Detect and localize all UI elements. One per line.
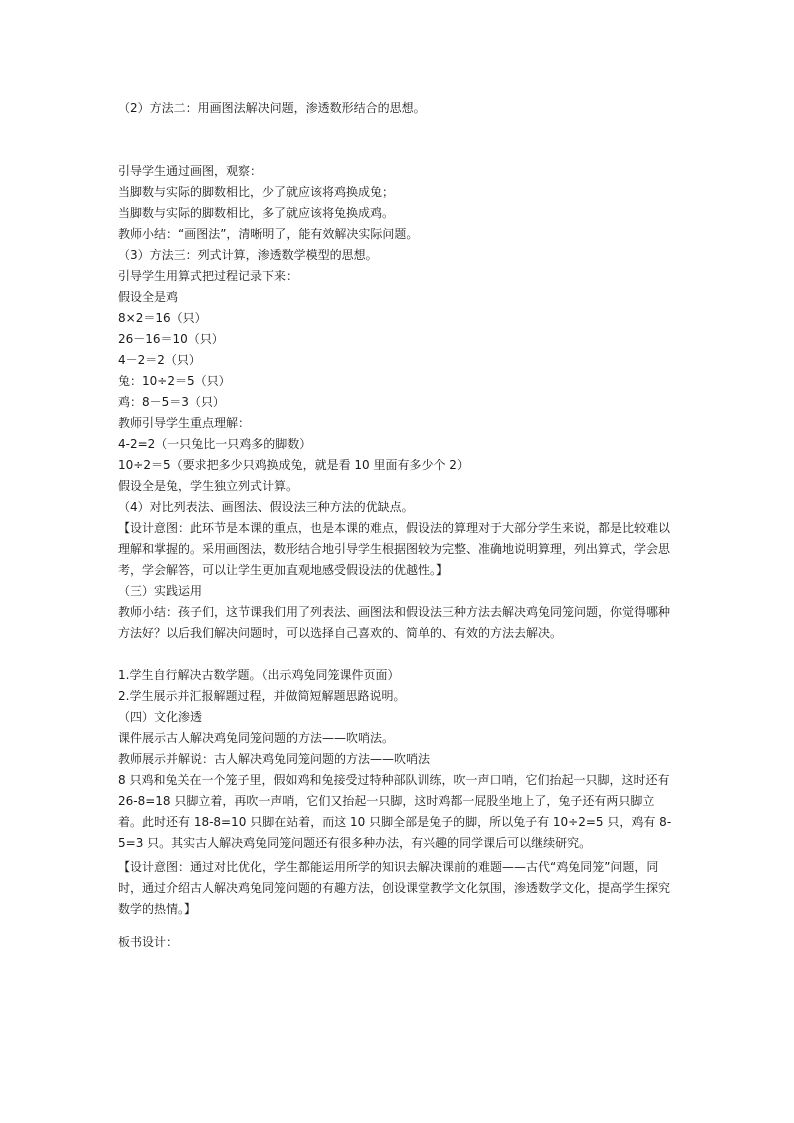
design-intent-paragraph: 【设计意图：此环节是本课的重点，也是本课的难点，假设法的算理对于大部分学生来说，都是比较难以理解和掌握的。采用画图法，数形结合地引导学生根据图较为完整、准确地说明算理，列出算式，学会思考，学会解答，可以让学生更加直观地感受假设法的优越性。】 [118,521,671,577]
section-heading-practice: （三）实践运用 [118,584,203,598]
paragraph-blackboard-design: 板书设计： [118,935,179,949]
paragraph-method-three: （3）方法三：列式计算，渗透数学模型的思想。 [118,248,378,262]
formula-line: 4－2＝2（只） [118,353,201,367]
paragraph-method-two: （2）方法二：用画图法解决问题，渗透数形结合的思想。 [118,101,426,115]
paragraph-record-formulas: 引导学生用算式把过程记录下来： [118,269,299,283]
formula-line: 兔：10÷2＝5（只） [118,374,231,388]
formula-explanation: 10÷2＝5（要求把多少只鸡换成兔，就是看 10 里面有多少个 2） [118,458,469,472]
formula-line: 鸡：8－5＝3（只） [118,395,225,409]
formula-line: 8×2＝16（只） [118,311,207,325]
list-item: 1.学生自行解决古数学题。（出示鸡兔同笼课件页面） [118,668,400,682]
paragraph-teacher-summary: 教师小结：孩子们，这节课我们用了列表法、画图法和假设法三种方法去解决鸡兔同笼问题，你觉得哪种方法好？以后我们解决问题时，可以选择自己喜欢的、简单的、有效的方法去解决。 [118,605,671,640]
paragraph-guide-drawing: 引导学生通过画图，观察： [118,164,263,178]
formula-explanation: 4-2=2（一只兔比一只鸡多的脚数） [118,437,312,451]
design-intent-paragraph: 【设计意图：通过对比优化，学生都能运用所学的知识去解决课前的难题——古代“鸡兔同笼”问题，同时，通过介绍古人解决鸡兔同笼问题的有趣方法，创设课堂教学文化氛围，渗透数学文化，提高学生探究数学的热情。】 [118,860,671,916]
formula-line: 26－16＝10（只） [118,332,224,346]
paragraph-courseware: 课件展示古人解决鸡兔同笼问题的方法——吹哨法。 [118,731,395,745]
paragraph-fewer-legs: 当脚数与实际的脚数相比，少了就应该将鸡换成兔； [118,185,395,199]
paragraph-teacher-explains: 教师展示并解说：古人解决鸡兔同笼问题的方法——吹哨法 [118,752,431,766]
paragraph-assume-chickens: 假设全是鸡 [118,290,179,304]
paragraph-whistle-method: 8 只鸡和兔关在一个笼子里，假如鸡和兔接受过特种部队训练，吹一声口哨，它们抬起一只脚，这时还有 26-8=18 只脚立着，再吹一声哨，它们又抬起一只脚，这时鸡都一屁股坐地上了，兔子还有两只脚立着。此时还有 18-8=10 只脚在站着，而这 10 只脚全部是兔子的脚，所以兔子有 10÷2=5 只，鸡有 8-5=3 只。其实古人解决鸡兔同笼问题还有很多种办法，有兴趣的同学课后可以继续研究。 [118,773,672,850]
paragraph-drawing-summary: 教师小结：“画图法”，清晰明了，能有效解决实际问题。 [118,227,419,241]
paragraph-more-legs: 当脚数与实际的脚数相比，多了就应该将兔换成鸡。 [118,206,395,220]
section-heading-culture: （四）文化渗透 [118,710,203,724]
paragraph-compare-methods: （4）对比列表法、画图法、假设法三种方法的优缺点。 [118,500,414,514]
paragraph-assume-rabbits: 假设全是兔，学生独立列式计算。 [118,479,299,493]
paragraph-key-understanding: 教师引导学生重点理解： [118,416,251,430]
list-item: 2.学生展示并汇报解题过程，并做简短解题思路说明。 [118,689,406,703]
